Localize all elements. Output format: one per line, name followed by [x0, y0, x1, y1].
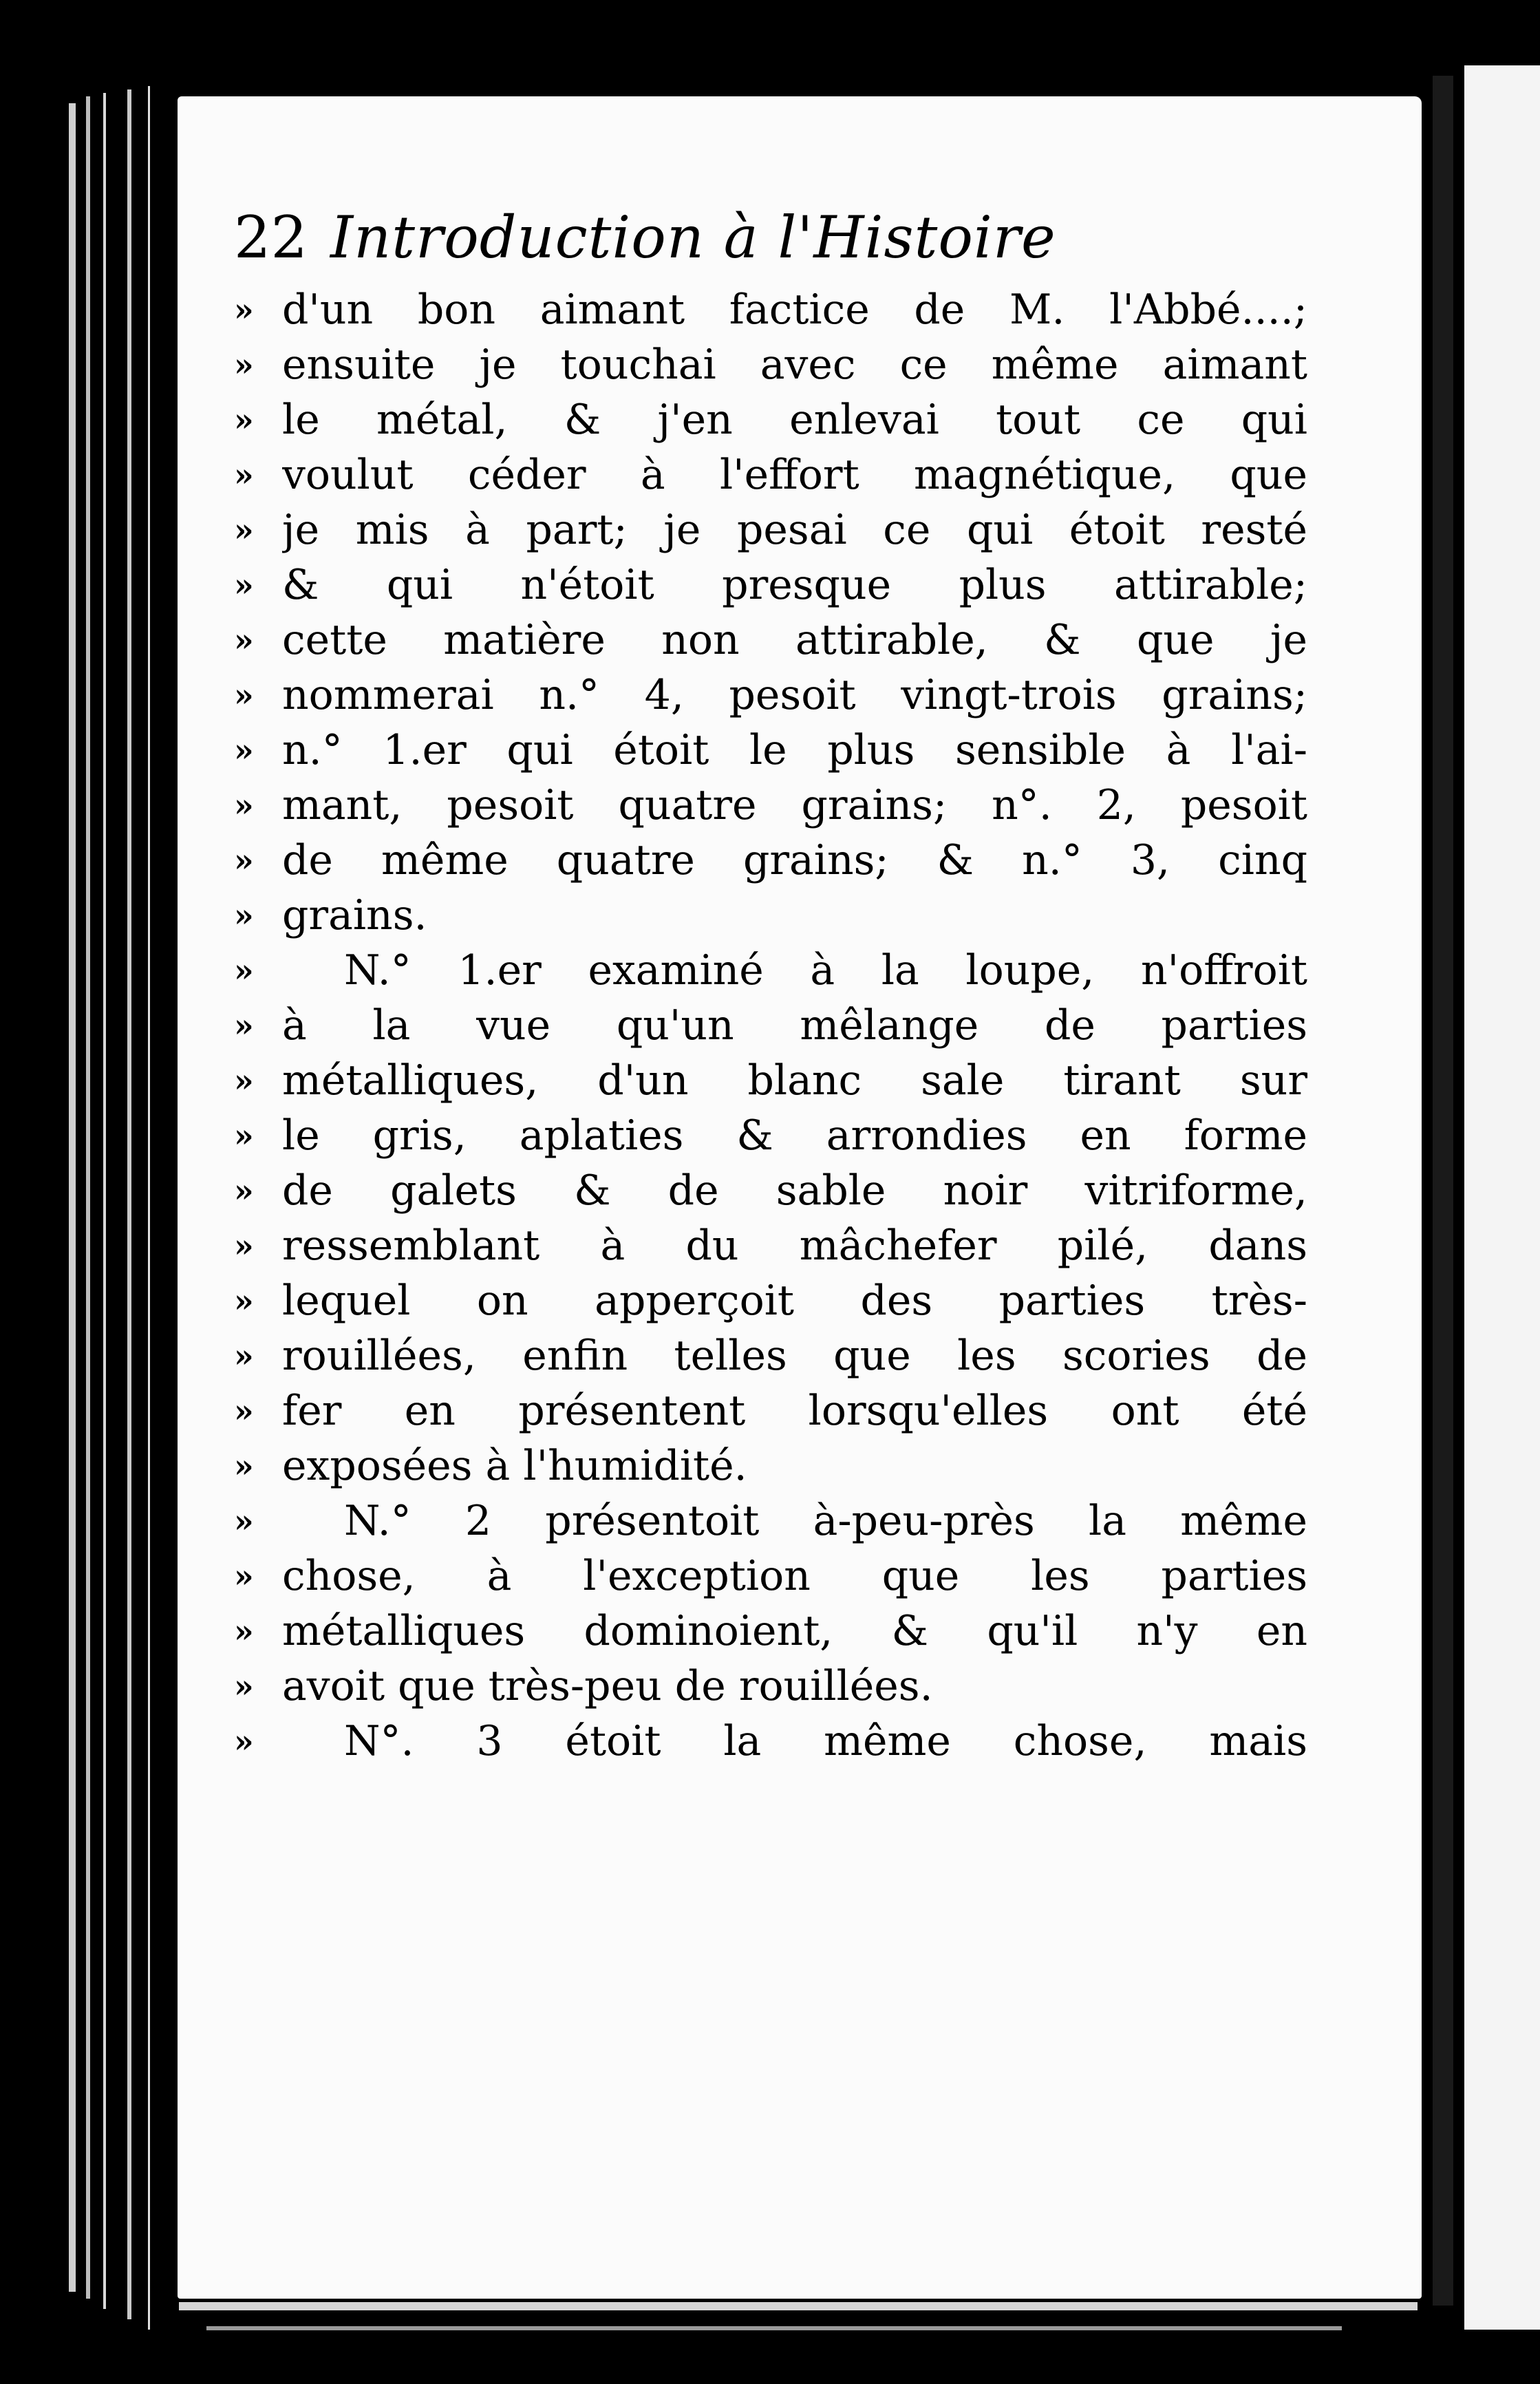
guillemet-mark: » [234, 1337, 254, 1374]
page-bottom-edge [206, 2326, 1342, 2330]
line-text: d'un bon aimant factice de M. l'Abbé....; [282, 286, 1307, 334]
guillemet-mark: » [234, 346, 254, 383]
guillemet-mark: » [234, 621, 254, 659]
line-text: N.° 1.er examiné à la loupe, n'offroit [344, 946, 1307, 994]
line-text: N.° 2 présentoit à-peu-près la même [344, 1497, 1307, 1545]
guillemet-mark: » [234, 1502, 254, 1540]
book-edge [69, 103, 76, 2292]
line-text: cette matière non attirable, & que je [282, 616, 1307, 664]
line-text: le métal, & j'en enlevai tout ce qui [282, 396, 1307, 444]
guillemet-mark: » [234, 952, 254, 989]
line-text: mant, pesoit quatre grains; n°. 2, pesoit [282, 781, 1307, 829]
text-line [234, 1714, 1307, 1769]
line-text: n.° 1.er qui étoit le plus sensible à l'ai- [282, 726, 1307, 774]
line-text: métalliques dominoient, & qu'il n'y en [282, 1607, 1307, 1655]
text-line [234, 833, 1307, 888]
guillemet-mark: » [234, 1668, 254, 1705]
page-header [234, 200, 1307, 289]
text-line [234, 1548, 1307, 1604]
line-text: à la vue qu'un mêlange de parties [282, 1001, 1307, 1050]
text-line [234, 668, 1307, 723]
text-line [234, 337, 1307, 392]
guillemet-mark: » [234, 842, 254, 879]
line-text: métalliques, d'un blanc sale tirant sur [282, 1056, 1307, 1105]
line-text: & qui n'étoit presque plus attirable; [282, 561, 1307, 609]
text-line [234, 888, 1307, 943]
text-line [234, 998, 1307, 1053]
line-text: fer en présentent lorsqu'elles ont été [282, 1387, 1307, 1435]
text-line [234, 1659, 1307, 1714]
line-text: de galets & de sable noir vitriforme, [282, 1167, 1307, 1215]
text-line [234, 557, 1307, 613]
page-bottom-edge [179, 2302, 1418, 2310]
line-text: ressemblant à du mâchefer pilé, dans [282, 1222, 1307, 1270]
body-text [234, 282, 1307, 1769]
book-edge [127, 89, 131, 2319]
guillemet-mark: » [234, 1447, 254, 1484]
line-text: grains. [282, 891, 427, 939]
text-line [234, 613, 1307, 668]
guillemet-mark: » [234, 1062, 254, 1099]
guillemet-mark: » [234, 1117, 254, 1154]
guillemet-mark: » [234, 566, 254, 604]
guillemet-mark: » [234, 1172, 254, 1209]
guillemet-mark: » [234, 401, 254, 438]
text-line [234, 1383, 1307, 1438]
guillemet-mark: » [234, 677, 254, 714]
text-line [234, 1108, 1307, 1163]
line-text: nommerai n.° 4, pesoit vingt-trois grains; [282, 671, 1307, 719]
guillemet-mark: » [234, 897, 254, 934]
text-line [234, 778, 1307, 833]
line-text: rouillées, enfin telles que les scories de [282, 1332, 1307, 1380]
text-line [234, 943, 1307, 998]
line-text: chose, à l'exception que les parties [282, 1552, 1307, 1600]
guillemet-mark: » [234, 732, 254, 769]
guillemet-mark: » [234, 1613, 254, 1650]
line-text: N°. 3 étoit la même chose, mais [344, 1717, 1307, 1765]
line-text: de même quatre grains; & n.° 3, cinq [282, 836, 1307, 884]
gutter-shadow [1433, 76, 1453, 2306]
text-line [234, 502, 1307, 557]
text-line [234, 282, 1307, 337]
line-text: ensuite je touchai avec ce même aimant [282, 341, 1307, 389]
guillemet-mark: » [234, 787, 254, 824]
book-edge [86, 96, 90, 2299]
line-text: je mis à part; je pesai ce qui étoit resté [282, 506, 1307, 554]
guillemet-mark: » [234, 1227, 254, 1264]
guillemet-mark: » [234, 1007, 254, 1044]
line-text: voulut céder à l'effort magnétique, que [282, 451, 1307, 499]
guillemet-mark: » [234, 456, 254, 493]
book-edge [148, 86, 150, 2330]
text-line [234, 1218, 1307, 1273]
line-text: lequel on apperçoit des parties très- [282, 1277, 1307, 1325]
guillemet-mark: » [234, 1557, 254, 1595]
line-text: le gris, aplaties & arrondies en forme [282, 1111, 1307, 1160]
text-line [234, 1438, 1307, 1493]
guillemet-mark: » [234, 1723, 254, 1760]
running-head: Introduction à l'Histoire [330, 204, 1056, 271]
book-edge [103, 93, 106, 2309]
text-line [234, 723, 1307, 778]
text-line [234, 1273, 1307, 1328]
text-line [234, 1604, 1307, 1659]
line-text: avoit que très-peu de rouillées. [282, 1662, 933, 1710]
text-line [234, 1328, 1307, 1383]
guillemet-mark: » [234, 1282, 254, 1319]
text-line [234, 1053, 1307, 1108]
text-line [234, 1163, 1307, 1218]
guillemet-mark: » [234, 511, 254, 549]
text-line [234, 392, 1307, 447]
line-text: exposées à l'humidité. [282, 1442, 747, 1490]
text-line [234, 447, 1307, 502]
text-line [234, 1493, 1307, 1548]
facing-page [1464, 65, 1540, 2330]
guillemet-mark: » [234, 1392, 254, 1429]
page-number: 22 [234, 204, 308, 271]
guillemet-mark: » [234, 291, 254, 328]
